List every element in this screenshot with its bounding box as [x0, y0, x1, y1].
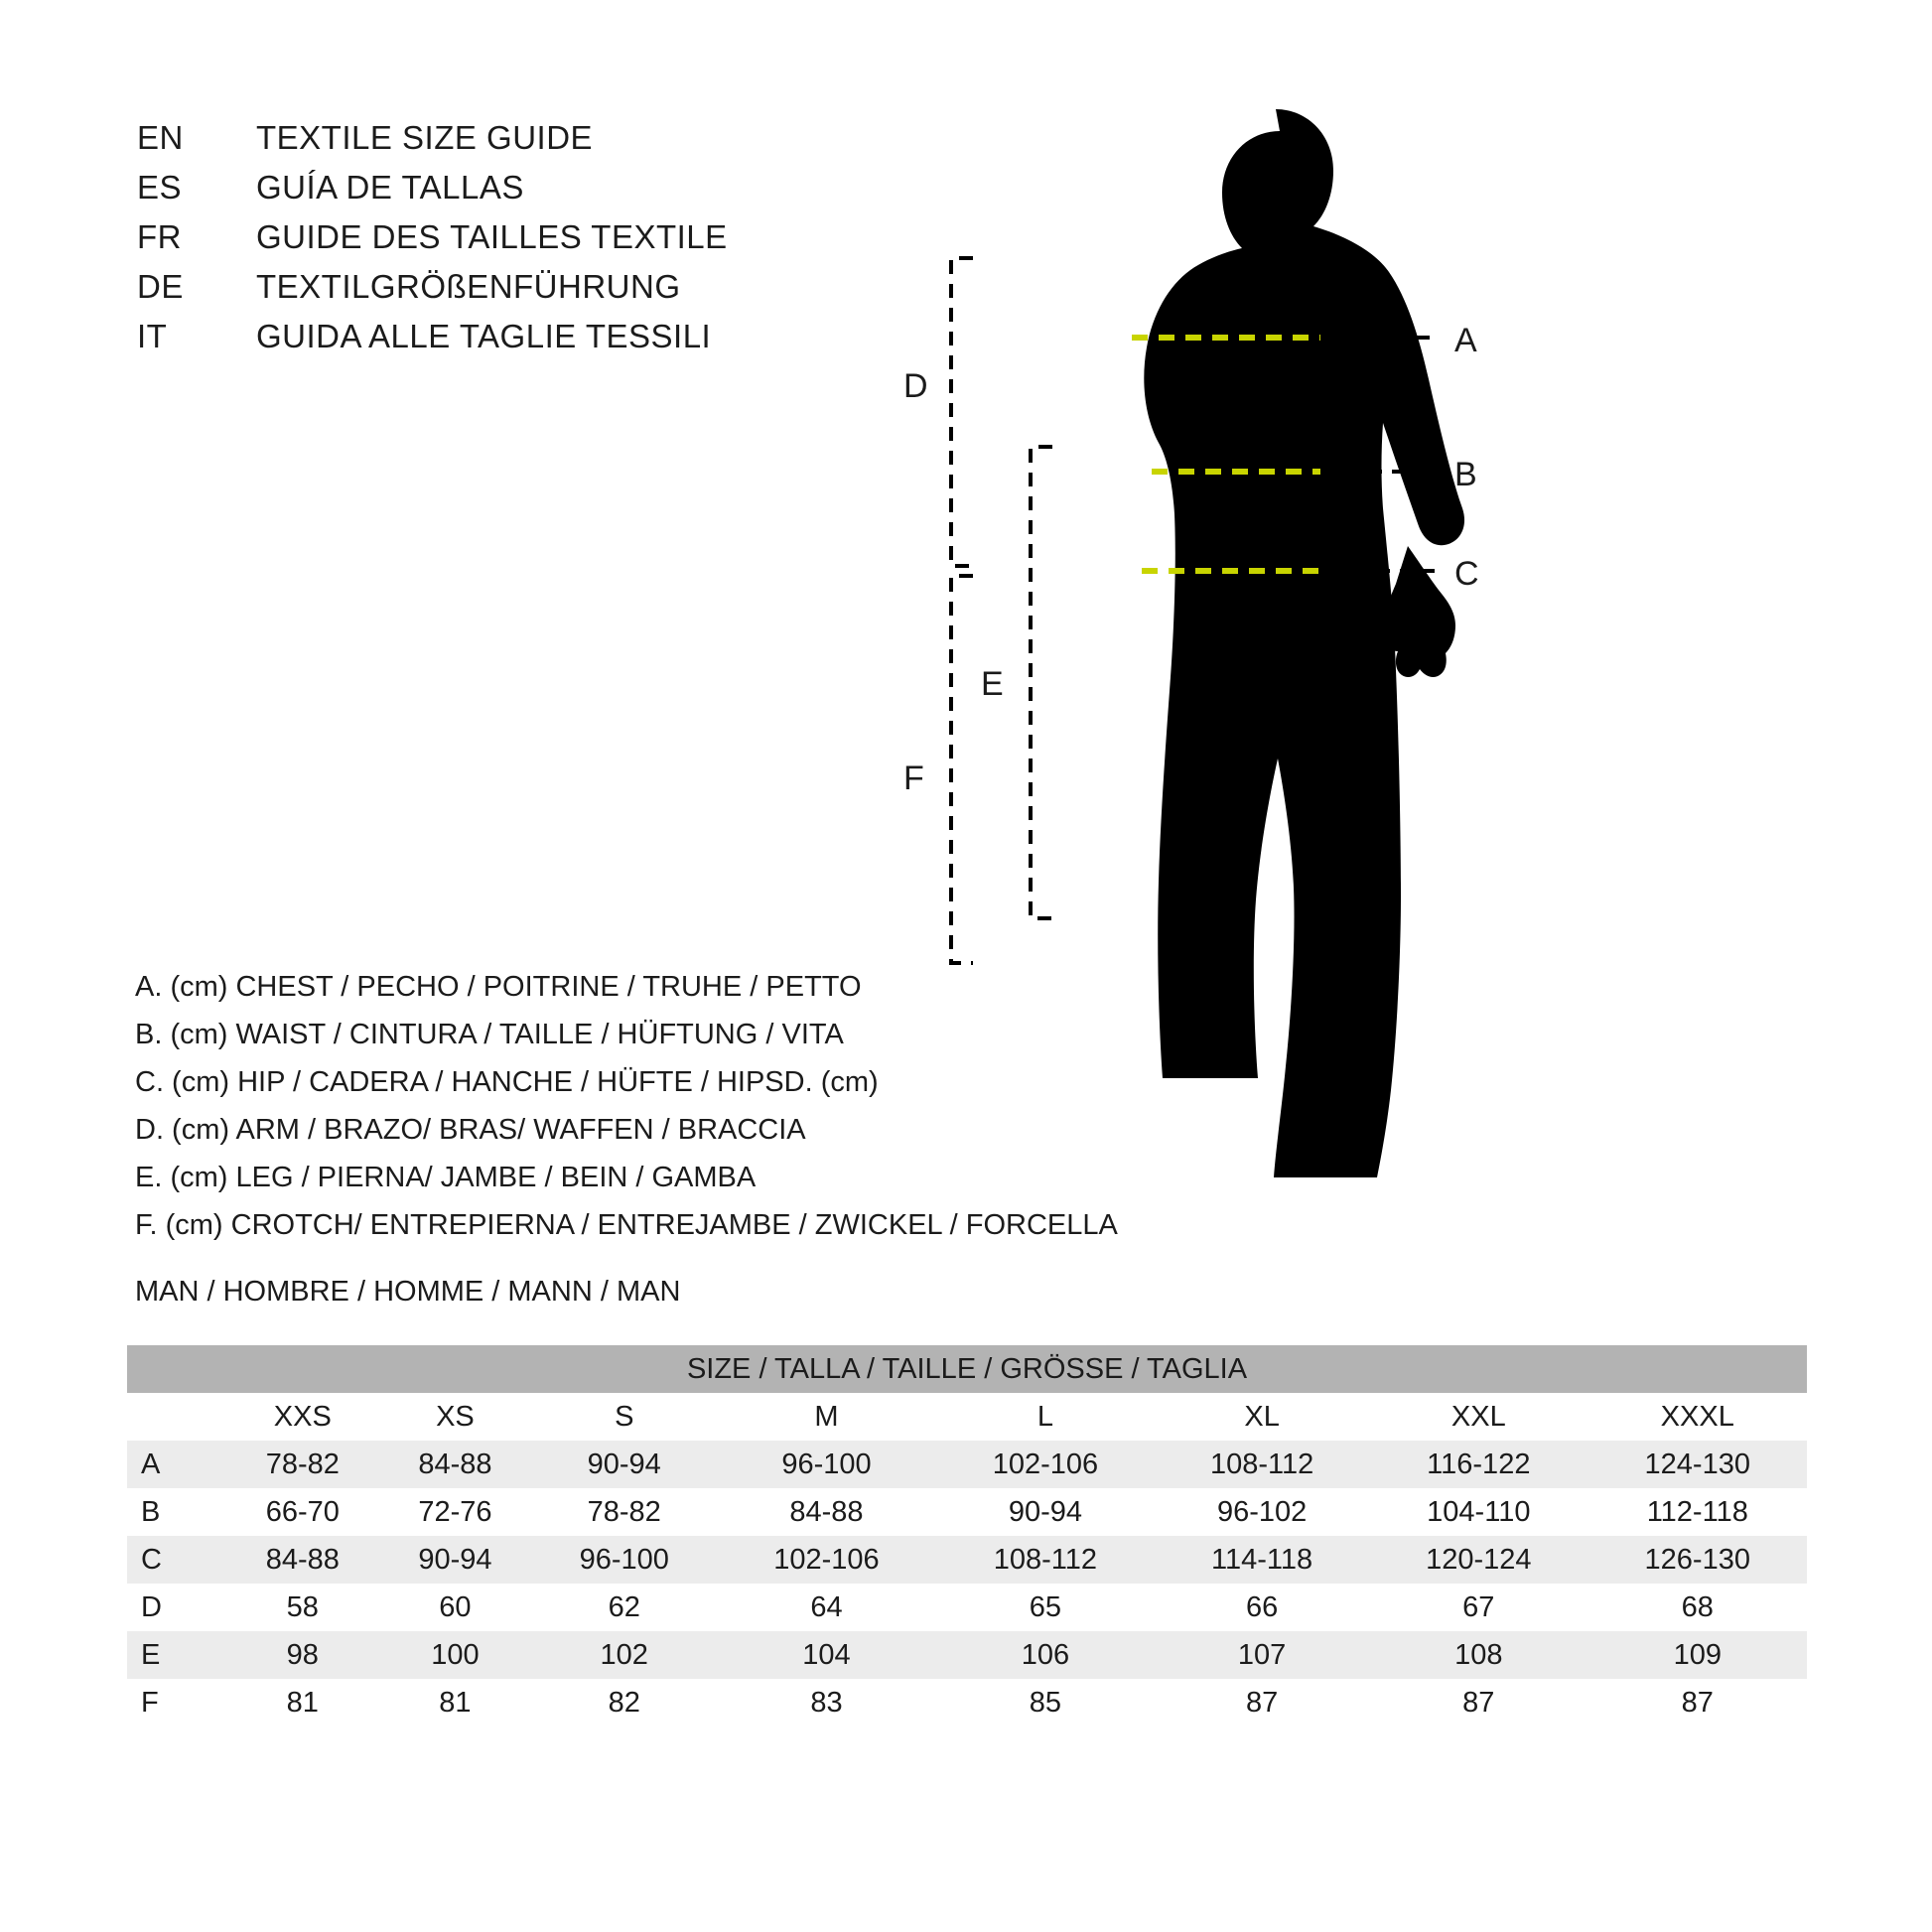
table-cell: 72-76: [379, 1488, 532, 1536]
table-cell: 84-88: [226, 1536, 379, 1584]
table-cell: 87: [1588, 1679, 1807, 1726]
dimension-bracket-F: [951, 576, 973, 963]
row-key: B: [127, 1488, 226, 1536]
table-cell: 65: [936, 1584, 1155, 1631]
table-cell: 60: [379, 1584, 532, 1631]
language-code: IT: [137, 318, 168, 354]
table-cell: 78-82: [226, 1441, 379, 1488]
table-cell: 112-118: [1588, 1488, 1807, 1536]
table-cell: 82: [531, 1679, 717, 1726]
language-title: GUIDA ALLE TAGLIE TESSILI: [256, 318, 712, 354]
legend-block: [135, 963, 1177, 1249]
size-table: [127, 1345, 1807, 1726]
table-row: [127, 1441, 1807, 1488]
table-cell: 96-100: [717, 1441, 935, 1488]
table-cell: 100: [379, 1631, 532, 1679]
table-band-title: SIZE / TALLA / TAILLE / GRÖSSE / TAGLIA: [127, 1345, 1807, 1393]
dimension-bracket-D: [951, 258, 973, 566]
column-header: XL: [1155, 1393, 1369, 1441]
language-code: FR: [137, 218, 182, 255]
table-cell: 67: [1369, 1584, 1587, 1631]
table-row: [127, 1631, 1807, 1679]
table-cell: 104-110: [1369, 1488, 1587, 1536]
table-cell: 108-112: [936, 1536, 1155, 1584]
table-cell: 66-70: [226, 1488, 379, 1536]
table-cell: 90-94: [531, 1441, 717, 1488]
table-cell: 102-106: [936, 1441, 1155, 1488]
table-cell: 116-122: [1369, 1441, 1587, 1488]
callout-label-A: A: [1454, 322, 1477, 359]
column-header: M: [717, 1393, 935, 1441]
table-cell: 120-124: [1369, 1536, 1587, 1584]
table-cell: 64: [717, 1584, 935, 1631]
language-row: [137, 169, 951, 218]
language-title: GUÍA DE TALLAS: [256, 169, 524, 206]
table-cell: 90-94: [936, 1488, 1155, 1536]
table-band-title-row: [127, 1345, 1807, 1393]
row-key: D: [127, 1584, 226, 1631]
man-silhouette: [1144, 109, 1464, 1177]
table-cell: 114-118: [1155, 1536, 1369, 1584]
table-cell: 102-106: [717, 1536, 935, 1584]
column-header: XS: [379, 1393, 532, 1441]
table-cell: 108: [1369, 1631, 1587, 1679]
legend-item: C. (cm) HIP / CADERA / HANCHE / HÜFTE / HIPSD. (cm): [135, 1066, 879, 1098]
table-cell: 84-88: [379, 1441, 532, 1488]
dimension-bracket-E: [1031, 447, 1052, 918]
table-cell: 98: [226, 1631, 379, 1679]
language-row: [137, 268, 951, 318]
table-cell: 85: [936, 1679, 1155, 1726]
table-cell: 81: [379, 1679, 532, 1726]
language-row: [137, 318, 951, 367]
table-cell: 87: [1369, 1679, 1587, 1726]
legend-item: D. (cm) ARM / BRAZO/ BRAS/ WAFFEN / BRACCIA: [135, 1114, 806, 1146]
column-header: XXS: [226, 1393, 379, 1441]
table-cell: 84-88: [717, 1488, 935, 1536]
legend-item: B. (cm) WAIST / CINTURA / TAILLE / HÜFTUNG / VITA: [135, 1019, 844, 1050]
table-cell: 90-94: [379, 1536, 532, 1584]
language-title: GUIDE DES TAILLES TEXTILE: [256, 218, 728, 255]
dimension-label-F: F: [903, 759, 924, 797]
gender-label: MAN / HOMBRE / HOMME / MANN / MAN: [135, 1276, 681, 1308]
table-corner-cell: [127, 1393, 226, 1441]
legend-item: A. (cm) CHEST / PECHO / POITRINE / TRUHE / PETTO: [135, 971, 862, 1003]
dimension-label-E: E: [981, 665, 1004, 703]
table-cell: 126-130: [1588, 1536, 1807, 1584]
language-code: DE: [137, 268, 184, 305]
table-row: [127, 1584, 1807, 1631]
table-cell: 109: [1588, 1631, 1807, 1679]
row-key: F: [127, 1679, 226, 1726]
dimension-label-D: D: [903, 367, 928, 405]
table-cell: 81: [226, 1679, 379, 1726]
column-header: L: [936, 1393, 1155, 1441]
column-header: XXL: [1369, 1393, 1587, 1441]
table-cell: 96-102: [1155, 1488, 1369, 1536]
table-header-row: [127, 1393, 1807, 1441]
language-code: ES: [137, 169, 183, 206]
callout-label-B: B: [1454, 456, 1477, 493]
language-row: [137, 119, 951, 169]
row-key: A: [127, 1441, 226, 1488]
row-key: C: [127, 1536, 226, 1584]
column-header: XXXL: [1588, 1393, 1807, 1441]
table-cell: 83: [717, 1679, 935, 1726]
table-cell: 78-82: [531, 1488, 717, 1536]
table-cell: 104: [717, 1631, 935, 1679]
table-cell: 62: [531, 1584, 717, 1631]
language-row: [137, 218, 951, 268]
table-cell: 87: [1155, 1679, 1369, 1726]
table-cell: 68: [1588, 1584, 1807, 1631]
table-cell: 102: [531, 1631, 717, 1679]
table-cell: 106: [936, 1631, 1155, 1679]
column-header: S: [531, 1393, 717, 1441]
table-cell: 96-100: [531, 1536, 717, 1584]
table-cell: 107: [1155, 1631, 1369, 1679]
language-title: TEXTILGRÖßENFÜHRUNG: [256, 268, 681, 305]
language-code: EN: [137, 119, 184, 156]
table-cell: 108-112: [1155, 1441, 1369, 1488]
table-cell: 58: [226, 1584, 379, 1631]
legend-item: E. (cm) LEG / PIERNA/ JAMBE / BEIN / GAMBA: [135, 1162, 757, 1193]
row-key: E: [127, 1631, 226, 1679]
callout-label-C: C: [1454, 555, 1479, 593]
table-row: [127, 1679, 1807, 1726]
language-title: TEXTILE SIZE GUIDE: [256, 119, 594, 156]
language-title-block: [137, 119, 951, 367]
table-cell: 124-130: [1588, 1441, 1807, 1488]
table-cell: 66: [1155, 1584, 1369, 1631]
table-row: [127, 1536, 1807, 1584]
legend-item: F. (cm) CROTCH/ ENTREPIERNA / ENTREJAMBE / ZWICKEL / FORCELLA: [135, 1209, 1118, 1241]
table-row: [127, 1488, 1807, 1536]
